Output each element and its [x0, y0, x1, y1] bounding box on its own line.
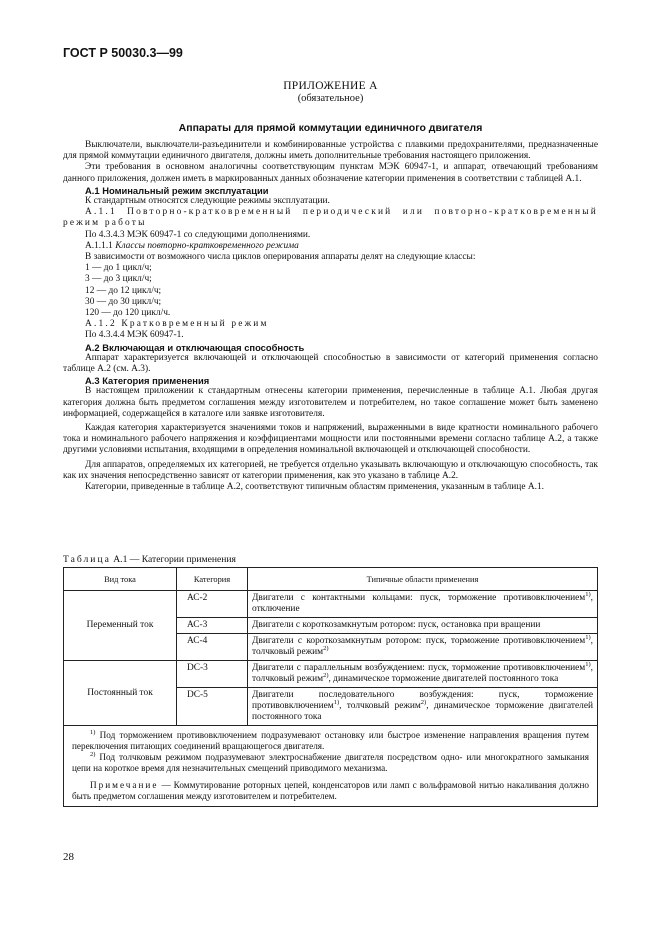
paragraph: По 4.3.4.4 МЭК 60947-1. — [85, 330, 184, 341]
application-cell: Двигатели с параллельным возбуждением: пуск, торможение противовключением$^{1)}$, толчковый режим$^{2)}$, динамическое торможение двигателей постоянного тока — [248, 661, 598, 688]
table-caption — [63, 554, 236, 565]
category-cell: АС-3 — [177, 618, 248, 634]
categories-table — [63, 567, 598, 807]
subsubsection-number: А.1.1.1 — [85, 240, 113, 251]
paragraph: В зависимости от возможного числа циклов оперирования аппараты делят на следующие классы: — [85, 252, 476, 263]
table-remark — [72, 780, 589, 802]
category-cell: DC-3 — [177, 661, 248, 688]
table-header-row — [64, 568, 598, 591]
table-caption-text: А.1 — Категории применения — [113, 554, 236, 565]
remark-text: — Коммутирование роторных цепей, конденсаторов или ламп с вольфрамовой нитью накаливания должно быть предметом соглашения между изготовителем и потребителем. — [72, 780, 589, 801]
table-row — [64, 591, 598, 618]
category-cell: АС-2 — [177, 591, 248, 618]
paragraph: Аппарат характеризуется включающей и отключающей способностью в зависимости от категорий применения согласно таблице А.2 (см. А.3). — [63, 352, 598, 375]
paragraph: Для аппаратов, определяемых их категорией, не требуется отдельно указывать включающую и отключающую способность, так как их значения непосредственно зависят от категории применения, как это указано в таблице А.2. — [63, 459, 598, 481]
paragraph: Эти требования в основном аналогичны соответствующим пунктам МЭК 60947-1, и аппарат, отвечающий требованиям данного приложения, должен иметь в маркированных данных обозначение категории применения в соответствии с таблицей А.1. — [63, 162, 598, 184]
document-code: ГОСТ Р 50030.3—99 — [63, 46, 183, 60]
list-item: 30 — до 30 цикл/ч; — [85, 296, 162, 307]
subsubsection-heading — [63, 241, 598, 252]
header-current-type: Вид тока — [64, 568, 177, 591]
paragraph: В настоящем приложении к стандартным отнесены категории применения, перечисленные в таблице А.1. Любая другая категория должна быть предметом соглашения между изготовителем и потребителем, но такое соглашение может быть заменено информацией, содержащейся в каталоге или заявке изготовителя. — [63, 386, 598, 419]
appendix-body — [63, 140, 598, 493]
appendix-title: Аппараты для прямой коммутации единичного двигателя — [178, 122, 483, 134]
header-applications: Типичные области применения — [248, 568, 598, 591]
footnote: $^{1)}$ Под торможением противовключением подразумевают остановку или быстрое изменение направления вращения путем переключения питающих соединений вращающегося двигателя. — [72, 728, 589, 751]
current-type-cell: Постоянный ток — [64, 661, 177, 726]
current-type-cell: Переменный ток — [64, 591, 177, 661]
paragraph: Категории, приведенные в таблице А.2, соответствуют типичным областям применения, указанным в таблице А.1. — [85, 482, 544, 493]
category-cell: DC-5 — [177, 688, 248, 726]
list-item: 120 — до 120 цикл/ч. — [85, 308, 171, 319]
application-cell: Двигатели с короткозамкнутым ротором: пуск, остановка при вращении — [248, 618, 598, 634]
application-cell: Двигатели последовательного возбуждения: пуск, торможение противовключением$^{1)}$, толчковый режим$^{2)}$, динамическое торможение двигателей постоянного тока — [248, 688, 598, 726]
header-category: Категория — [177, 568, 248, 591]
subsection-heading: А.1.1 Повторно-кратковременный периодический или повторно-кратковременный режим работы — [63, 207, 598, 229]
section-heading: А.2 Включающая и отключающая способность — [85, 341, 305, 353]
paragraph: По 4.3.4.3 МЭК 60947-1 со следующими дополнениями. — [85, 229, 311, 240]
table-notes — [64, 726, 598, 807]
application-cell: Двигатели с контактными кольцами: пуск, торможение противовключением$^{1)}$, отключение — [248, 591, 598, 618]
list-item: 12 — до 12 цикл/ч; — [85, 285, 162, 296]
table-notes-row — [64, 726, 598, 807]
table-row — [64, 661, 598, 688]
page-number: 28 — [63, 851, 74, 863]
paragraph: К стандартным относятся следующие режимы эксплуатации. — [85, 196, 330, 207]
category-cell: АС-4 — [177, 634, 248, 661]
appendix-name: ПРИЛОЖЕНИЕ А — [283, 80, 378, 92]
paragraph: Каждая категория характеризуется значениями токов и напряжений, выраженными в виде кратности номинального рабочего тока и номинального рабочего напряжения и коэффициентами мощности или постоянными времени согласно таблице А.2, а также другими условиями испытания, входящими в определения номинальной включающей и отключающей способности. — [63, 423, 598, 456]
footnote: $^{2)}$ Под толчковым режимом подразумевают электроснабжение двигателя посредством одно- или многократного замыкания цепи на короткое время для незначительных смещений приводимого механизма. — [72, 750, 589, 773]
subsubsection-title: Классы повторно-кратковременного режима — [115, 240, 299, 251]
appendix-status: (обязательное) — [297, 93, 364, 104]
remark-label: Примечание — [90, 780, 159, 790]
table-caption-prefix: Таблица — [63, 554, 111, 565]
list-item: 1 — до 1 цикл/ч; — [85, 263, 152, 274]
section-heading: А.3 Категория применения — [85, 375, 210, 387]
application-cell: Двигатели с короткозамкнутым ротором: пуск, торможение противовключением$^{1)}$, толчковый режим$^{2)}$ — [248, 634, 598, 661]
section-heading: А.1 Номинальный режим эксплуатации — [85, 184, 269, 196]
list-item: 3 — до 3 цикл/ч; — [85, 274, 152, 285]
paragraph: Выключатели, выключатели-разъединители и комбинированные устройства с плавкими предохранителями, предназначенные для прямой коммутации единичного двигателя, должны иметь дополнительные требования настоящего приложения. — [63, 140, 598, 162]
subsection-heading: А.1.2 Кратковременный режим — [85, 319, 269, 330]
